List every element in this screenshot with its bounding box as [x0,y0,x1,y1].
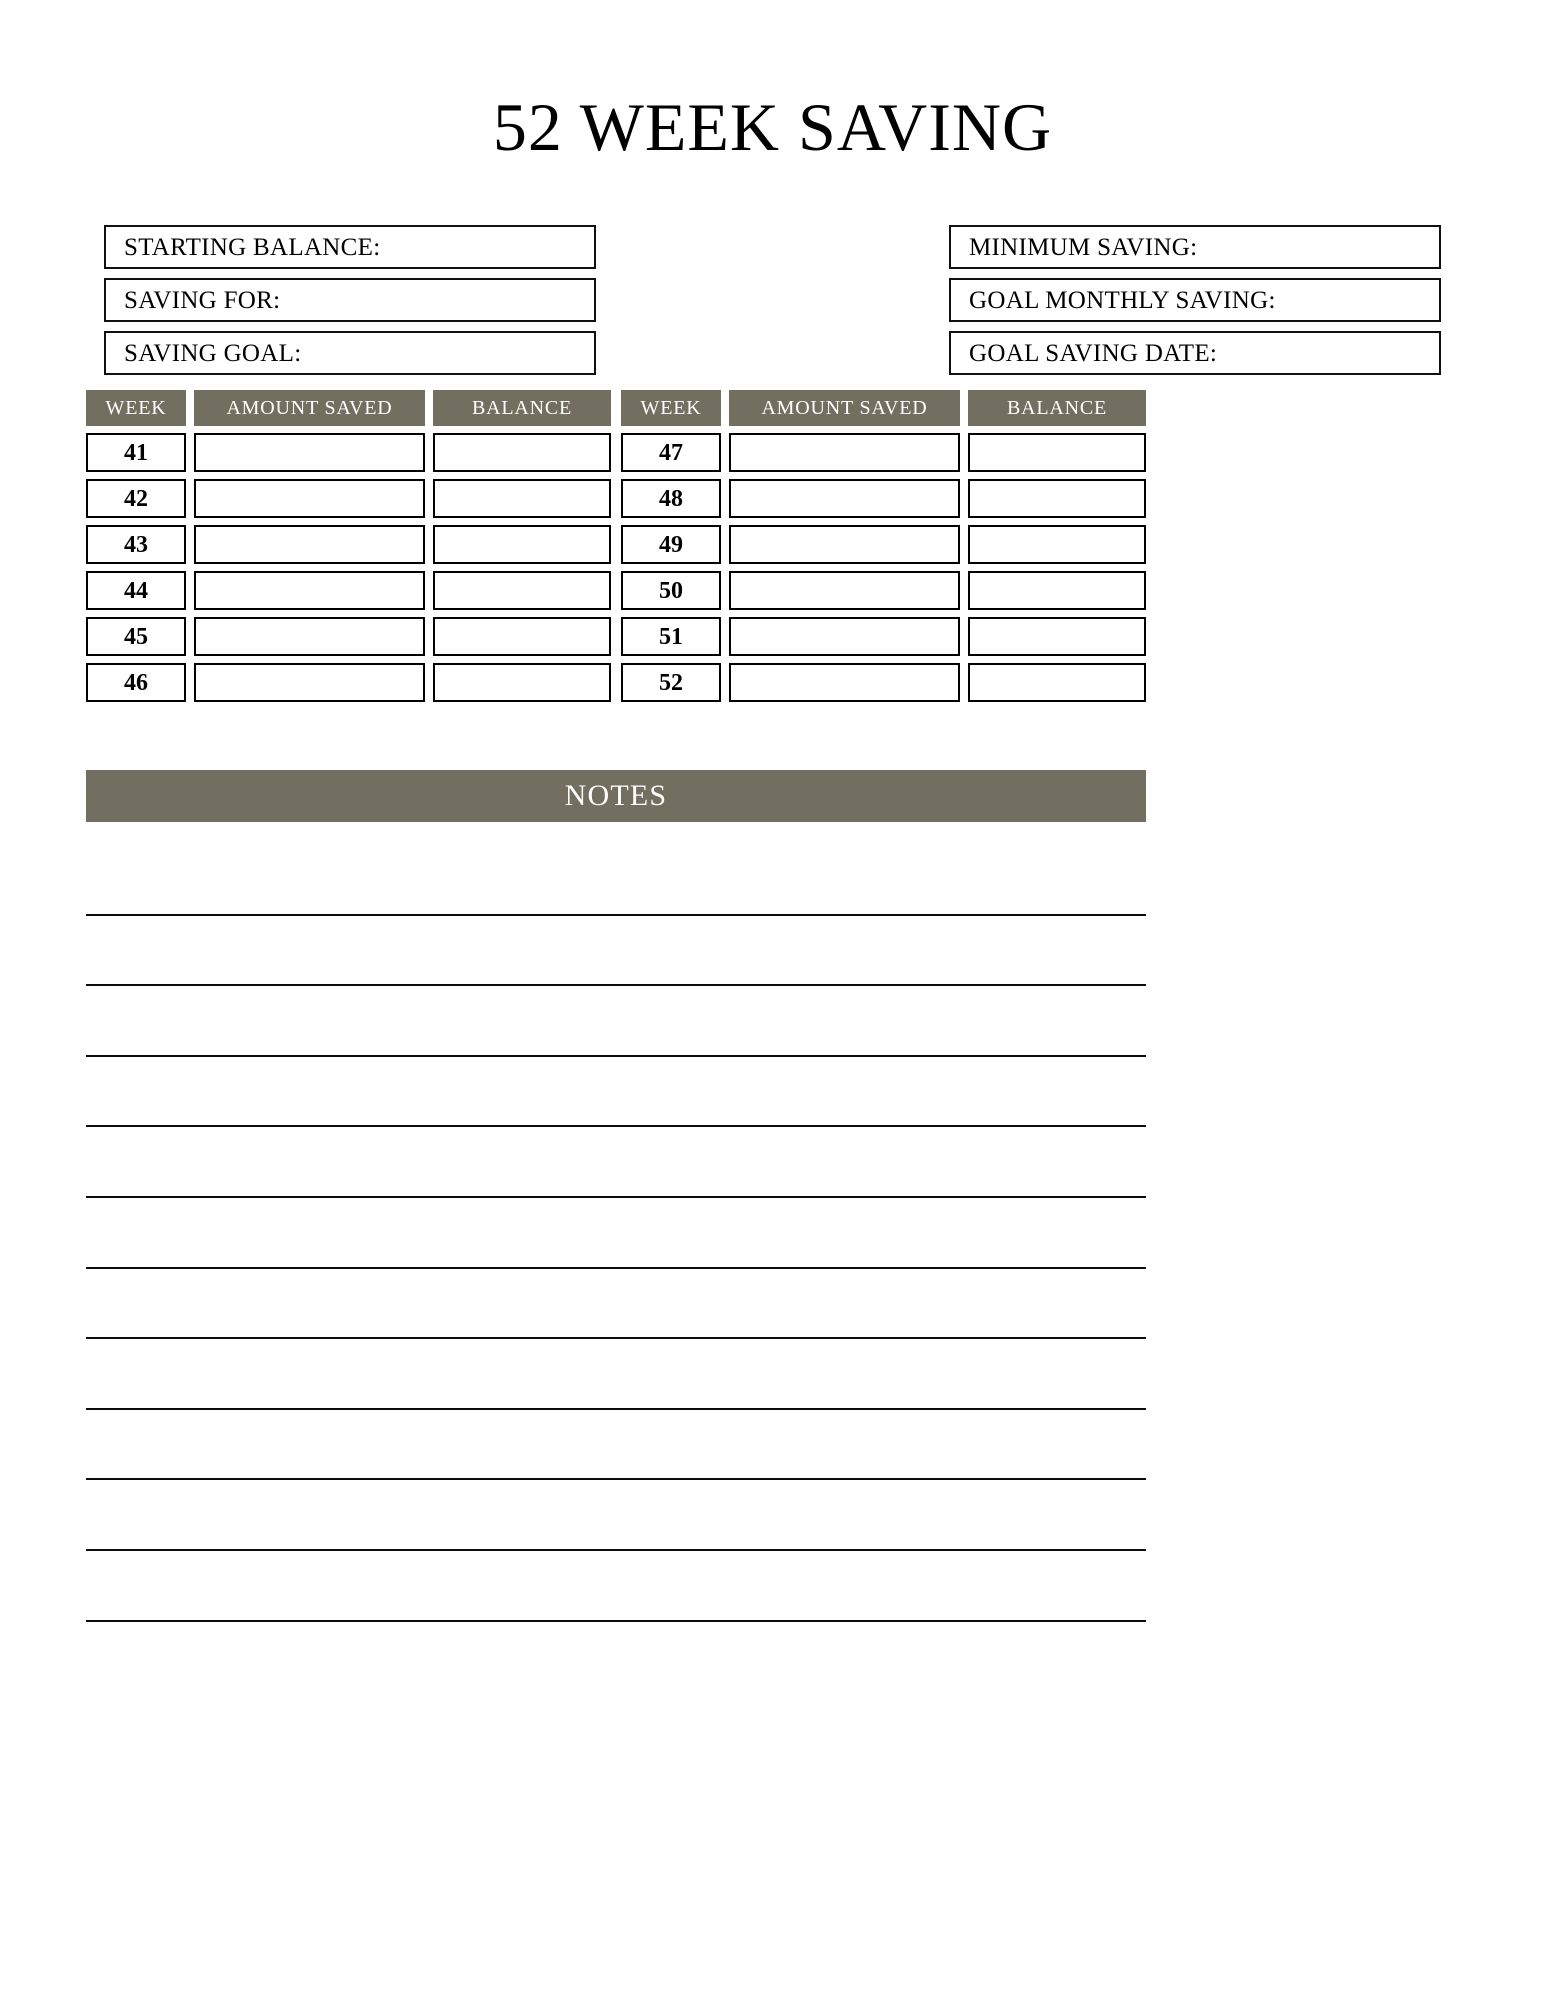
amount-saved-input[interactable] [194,433,425,472]
table-row [86,433,611,472]
balance-input[interactable] [968,433,1146,472]
saving-table-weeks-41-46 [86,390,611,702]
week-number-cell: 46 [86,663,186,702]
info-fields-section [104,225,1441,375]
starting-balance-field[interactable] [104,225,596,269]
column-header-balance: BALANCE [968,390,1146,426]
notes-line[interactable] [86,1551,1146,1622]
amount-saved-input[interactable] [729,617,960,656]
notes-line[interactable] [86,1480,1146,1551]
week-number-cell: 44 [86,571,186,610]
starting-balance-label: STARTING BALANCE: [124,233,381,261]
table-row [621,571,1146,610]
info-fields-right-column [949,225,1441,375]
week-number-cell: 42 [86,479,186,518]
table-row [621,433,1146,472]
balance-input[interactable] [433,433,611,472]
amount-saved-input[interactable] [194,617,425,656]
column-header-week: WEEK [621,390,721,426]
balance-input[interactable] [433,571,611,610]
notes-line[interactable] [86,916,1146,987]
week-number-cell: 48 [621,479,721,518]
week-number-cell: 51 [621,617,721,656]
goal-saving-date-label: GOAL SAVING DATE: [969,339,1218,367]
page-title: 52 WEEK SAVING [492,89,1053,165]
table-row [621,479,1146,518]
table-row [86,663,611,702]
table-header-row [86,390,611,426]
table-row [621,663,1146,702]
notes-line[interactable] [86,845,1146,916]
amount-saved-input[interactable] [729,663,960,702]
amount-saved-input[interactable] [194,571,425,610]
week-number-cell: 43 [86,525,186,564]
amount-saved-input[interactable] [729,479,960,518]
minimum-saving-field[interactable] [949,225,1441,269]
week-number-cell: 50 [621,571,721,610]
balance-input[interactable] [433,479,611,518]
balance-input[interactable] [433,617,611,656]
week-number-cell: 49 [621,525,721,564]
goal-monthly-saving-field[interactable] [949,278,1441,322]
notes-writing-area [86,845,1146,1622]
balance-input[interactable] [433,525,611,564]
week-number-cell: 47 [621,433,721,472]
notes-line[interactable] [86,1127,1146,1198]
table-row [86,479,611,518]
notes-line[interactable] [86,1198,1146,1269]
amount-saved-input[interactable] [729,525,960,564]
table-row [86,571,611,610]
column-header-amount-saved: AMOUNT SAVED [729,390,960,426]
week-number-cell: 52 [621,663,721,702]
saving-goal-field[interactable] [104,331,596,375]
amount-saved-input[interactable] [729,433,960,472]
minimum-saving-label: MINIMUM SAVING: [969,233,1198,261]
notes-line[interactable] [86,1410,1146,1481]
balance-input[interactable] [968,479,1146,518]
notes-line[interactable] [86,1269,1146,1340]
amount-saved-input[interactable] [729,571,960,610]
info-fields-left-column [104,225,596,375]
saving-for-label: SAVING FOR: [124,286,281,314]
notes-line[interactable] [86,1339,1146,1410]
column-header-balance: BALANCE [433,390,611,426]
goal-saving-date-field[interactable] [949,331,1441,375]
saving-tables-section [86,390,1146,702]
table-row [621,525,1146,564]
goal-monthly-saving-label: GOAL MONTHLY SAVING: [969,286,1276,314]
balance-input[interactable] [968,525,1146,564]
notes-line[interactable] [86,1057,1146,1128]
table-row [86,617,611,656]
notes-line[interactable] [86,986,1146,1057]
saving-goal-label: SAVING GOAL: [124,339,302,367]
saving-table-weeks-47-52 [621,390,1146,702]
table-row [86,525,611,564]
notes-section-header: NOTES [86,770,1146,822]
table-row [621,617,1146,656]
balance-input[interactable] [433,663,611,702]
week-number-cell: 45 [86,617,186,656]
balance-input[interactable] [968,617,1146,656]
week-number-cell: 41 [86,433,186,472]
balance-input[interactable] [968,571,1146,610]
saving-for-field[interactable] [104,278,596,322]
amount-saved-input[interactable] [194,479,425,518]
column-header-amount-saved: AMOUNT SAVED [194,390,425,426]
table-header-row [621,390,1146,426]
column-header-week: WEEK [86,390,186,426]
amount-saved-input[interactable] [194,525,425,564]
balance-input[interactable] [968,663,1146,702]
amount-saved-input[interactable] [194,663,425,702]
